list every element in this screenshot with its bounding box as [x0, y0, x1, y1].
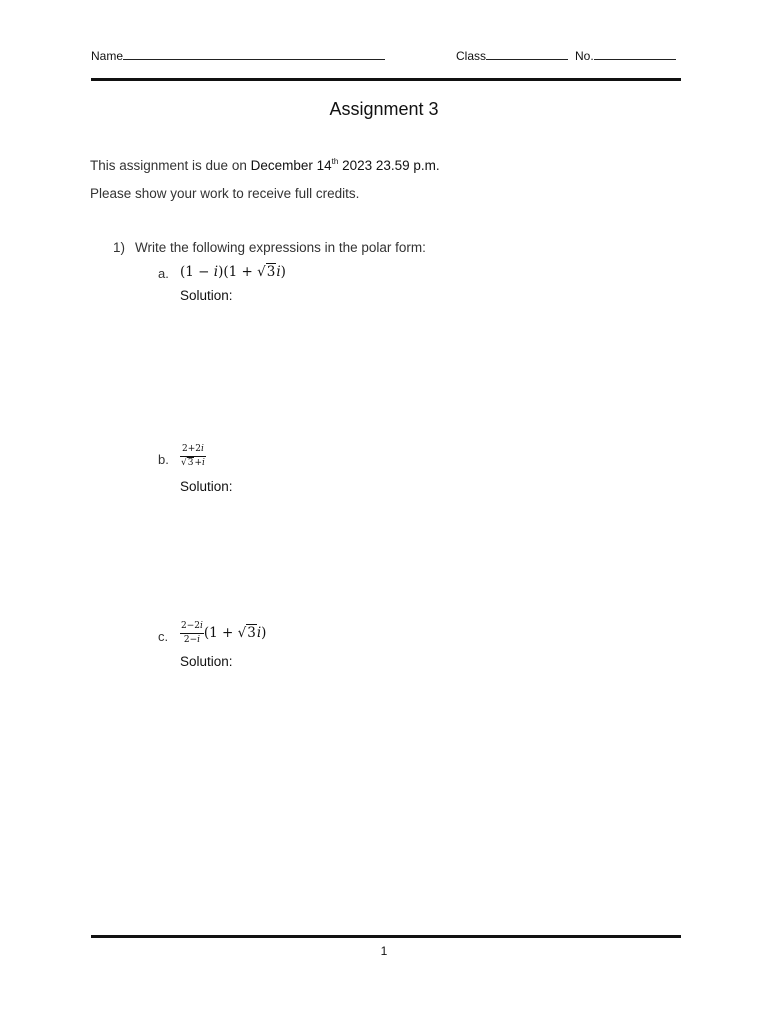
- instructions-text: Please show your work to receive full credits.: [90, 186, 360, 201]
- sqrt-symbol: √3: [237, 625, 256, 641]
- part-c-fraction: $\frac{2-2i}{2-i}$: [181, 621, 203, 645]
- number-blank-line[interactable]: [594, 48, 676, 60]
- part-c-letter: c.: [158, 629, 169, 644]
- class-label: Class: [456, 49, 487, 63]
- class-blank-line[interactable]: [486, 48, 568, 60]
- part-b-solution-label: Solution:: [180, 479, 233, 494]
- due-date: [251, 158, 440, 173]
- part-a-expression: (1 − i)(1 + √3i): [180, 264, 286, 280]
- part-a-letter: a.: [158, 266, 169, 281]
- part-b-fraction: $\frac{2+2i}{√3+i}$: [181, 444, 205, 468]
- number-field-row: [575, 48, 676, 63]
- part-b-expression: [180, 444, 206, 469]
- part-a-solution-label: Solution:: [180, 288, 233, 303]
- due-day-suffix: th: [331, 157, 339, 166]
- question-prompt: Write the following expressions in the polar form:: [135, 240, 426, 255]
- page-title: Assignment 3: [329, 99, 439, 119]
- part-b-letter: b.: [158, 452, 169, 467]
- question-number: 1): [113, 240, 126, 255]
- footer-divider: [91, 935, 681, 938]
- due-prefix: This assignment is due on: [90, 158, 251, 173]
- name-field-row: [91, 48, 385, 63]
- due-month-day: December 14: [250, 158, 332, 173]
- number-label: No.: [575, 49, 594, 63]
- name-label: Name: [91, 49, 124, 63]
- question-1: [113, 239, 426, 257]
- page-number: 1: [380, 944, 388, 958]
- sqrt-symbol: √3: [257, 264, 276, 280]
- due-date-line: [90, 157, 440, 175]
- part-c-solution-label: Solution:: [180, 654, 233, 669]
- name-blank-line[interactable]: [123, 48, 385, 60]
- header-divider: [91, 78, 681, 81]
- due-time: 2023 23.59 p.m.: [338, 158, 440, 173]
- class-field-row: [456, 48, 568, 63]
- part-c-expression: $\frac{2-2i}{2-i}$ (1 + √3i): [181, 621, 267, 645]
